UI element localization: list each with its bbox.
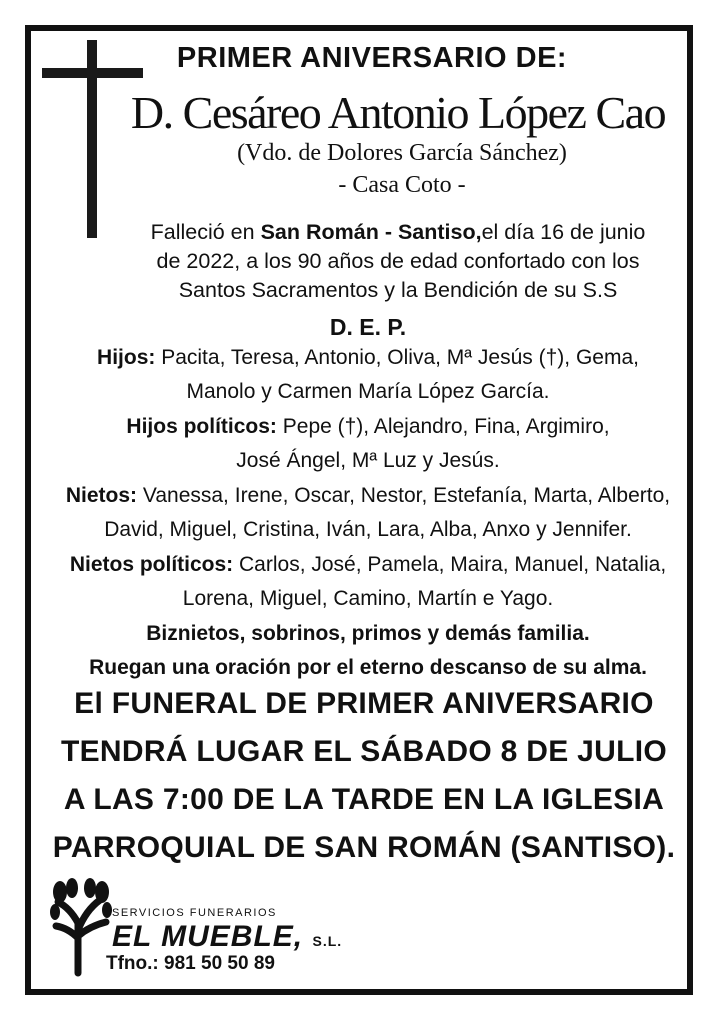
death-notice: Falleció en San Román - Santiso,el día 16 de junio de 2022, a los 90 años de edad confortado con los Santos Sacramentos y la Bendición de su S.S [150,220,646,302]
tree-logo-icon [50,878,112,978]
dep-heading: D. E. P. [329,314,407,340]
notice-title: PRIMER ANIVERSARIO DE: [176,42,568,74]
company-phone: Tfno.: 981 50 50 89 [106,953,275,974]
company-subtitle: SERVICIOS FUNERARIOS [112,907,277,919]
family-hijos: Hijos: Pacita, Teresa, Antonio, Oliva, Mª Jesús (†), Gema, Manolo y Carmen María López García. [97,346,639,403]
house-name: - Casa Coto - [338,172,466,198]
family-hijos-politicos: Hijos políticos: Pepe (†), Alejandro, Fina, Argimiro, José Ángel, Mª Luz y Jesús. [126,415,610,472]
company-name: EL MUEBLE, S.L. [112,920,343,953]
deceased-name: D. Cesáreo Antonio López Cao [130,87,666,138]
family-others: Biznietos, sobrinos, primos y demás familia. Ruegan una oración por el eterno descanso de su alma. [89,622,647,679]
widower-line: (Vdo. de Dolores García Sánchez) [237,140,567,166]
funeral-announcement: El FUNERAL DE PRIMER ANIVERSARIO TENDRÁ LUGAR EL SÁBADO 8 DE JULIO A LAS 7:00 DE LA TARDE EN LA IGLESIA PARROQUIAL DE SAN ROMÁN (SANTISO). [52,687,676,864]
family-nietos: Nietos: Vanessa, Irene, Oscar, Nestor, Estefanía, Marta, Alberto, David, Miguel, Cristina, Iván, Lara, Alba, Anxo y Jennifer. [65,484,671,541]
family-nietos-politicos: Nietos políticos: Carlos, José, Pamela, Maira, Manuel, Natalia, Lorena, Miguel, Camino, Martín e Yago. [69,553,667,610]
